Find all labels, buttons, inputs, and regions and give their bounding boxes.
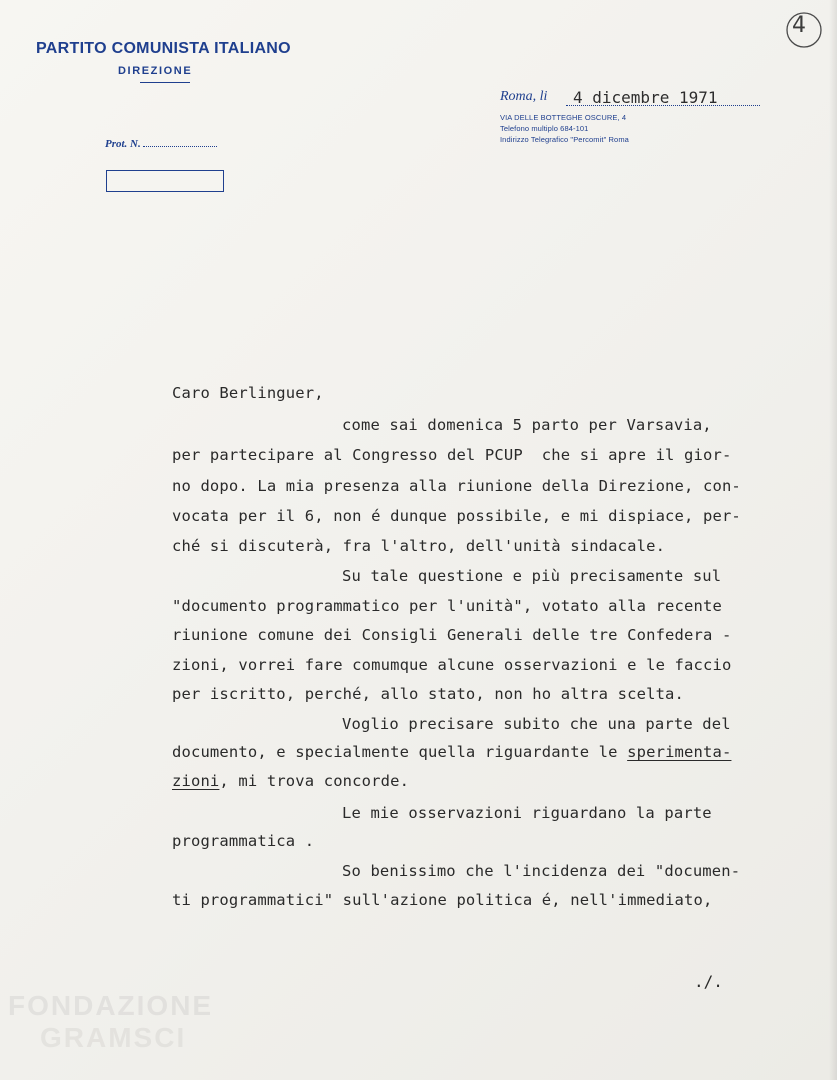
body-line: Voglio precisare subito che una parte del [342, 715, 731, 733]
body-line: programmatica . [172, 832, 315, 850]
body-line: no dopo. La mia presenza alla riunione della Direzione, con- [172, 477, 741, 495]
body-line: ti programmatici" sull'azione politica é, nell'immediato, [172, 891, 713, 909]
body-line: riunione comune dei Consigli Generali delle tre Confedera - [172, 626, 732, 644]
body-text: documento, e specialmente quella riguardante le [172, 743, 628, 761]
watermark-line1: FONDAZIONE [8, 990, 214, 1021]
body-line: ché si discuterà, fra l'altro, dell'unità sindacale. [172, 537, 666, 555]
body-line: So benissimo che l'incidenza dei "documen- [342, 862, 741, 880]
body-line: Su tale questione e più precisamente sul [342, 567, 722, 585]
protocol-label-text: Prot. N. [105, 138, 141, 150]
letter-date: 4 dicembre 1971 [573, 88, 718, 107]
letterhead-party: PARTITO COMUNISTA ITALIANO [36, 40, 291, 57]
page-number: 4 [792, 13, 806, 38]
body-line: come sai domenica 5 parto per Varsavia, [342, 416, 712, 434]
protocol-label [105, 137, 217, 150]
body-line: zioni, vorrei fare comumque alcune osservazioni e le faccio [172, 656, 732, 674]
letterhead-office: DIREZIONE [118, 65, 193, 77]
letterhead-phone: Telefono multiplo 684-101 [500, 124, 589, 133]
letterhead-rule [140, 82, 190, 83]
body-line: per iscritto, perché, allo stato, non ho altra scelta. [172, 685, 685, 703]
body-text: , mi trova concorde. [219, 772, 410, 790]
page-edge-shadow [829, 0, 837, 1080]
salutation: Caro Berlinguer, [172, 384, 324, 402]
body-line: vocata per il 6, non é dunque possibile, e mi dispiace, per- [172, 507, 741, 525]
date-dots [566, 105, 760, 106]
underlined-word: zioni [172, 772, 220, 790]
protocol-dots [143, 137, 217, 147]
body-line: "documento programmatico per l'unità", votato alla recente [172, 597, 722, 615]
letterhead-telegraph: Indirizzo Telegrafico "Percomit" Roma [500, 135, 629, 144]
body-line [172, 772, 409, 790]
continuation-mark: ./. [694, 972, 723, 991]
body-line: Le mie osservazioni riguardano la parte [342, 804, 712, 822]
body-line [172, 743, 731, 761]
letterhead-address: VIA DELLE BOTTEGHE OSCURE, 4 [500, 113, 627, 122]
protocol-box [106, 170, 224, 192]
underlined-word: sperimenta- [627, 743, 732, 761]
body-line: per partecipare al Congresso del PCUP che si apre il gior- [172, 446, 732, 464]
watermark-line2: GRAMSCI [40, 1022, 187, 1053]
place-label: Roma, li [500, 89, 548, 104]
